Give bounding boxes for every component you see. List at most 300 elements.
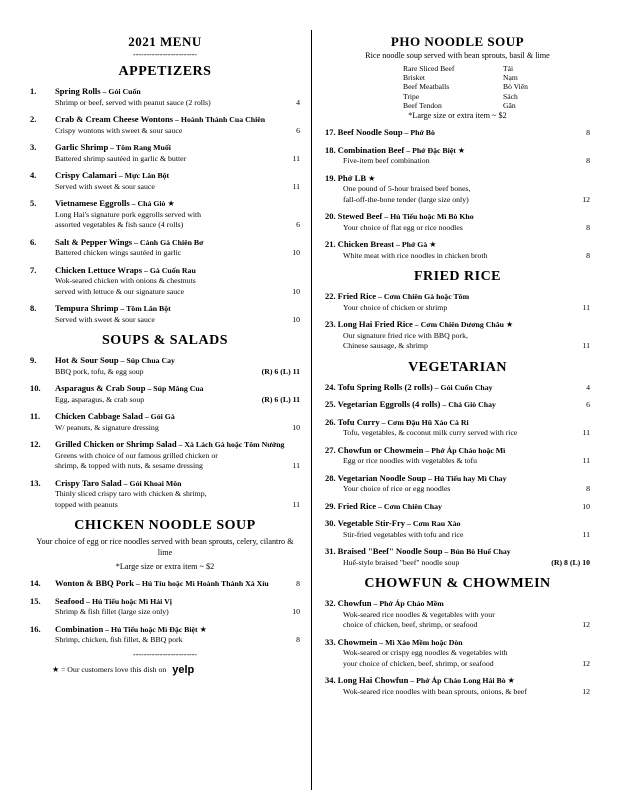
- item-description: Battered shrimp sautéed in garlic & butter: [55, 153, 187, 163]
- item-name: Salt & Pepper Wings: [55, 236, 133, 247]
- item-title-line: 20. Stewed Beef – Hủ Tiếu hoặc Mì Bò Kho: [325, 211, 474, 222]
- item-number: 31.: [325, 546, 336, 557]
- item-body: [55, 596, 300, 618]
- item-vietnamese-name: Gỏi Khoai Môn: [129, 478, 182, 488]
- item-description: Chinese sausage, & shrimp: [343, 341, 428, 351]
- item-vietnamese-name: Gỏi Gà: [150, 412, 175, 421]
- item-title-line: 26. Tofu Curry – Cơm Đậu Hũ Xào Cà Ri: [325, 416, 469, 427]
- menu-item: [325, 473, 590, 495]
- pho-option-vietnamese: Bò Viên: [503, 82, 528, 92]
- item-price: 10: [292, 607, 300, 616]
- item-name: Chowmein: [337, 636, 378, 647]
- item-description: fall-off-the-bone tender (large size only): [343, 194, 469, 204]
- item-name: Long Hai Fried Rice: [337, 319, 413, 330]
- menu-item: [325, 518, 590, 540]
- price-large: (L) 10: [569, 557, 590, 567]
- menu-item: [30, 383, 300, 405]
- pho-option-vietnamese: Sách: [503, 91, 518, 101]
- item-name: Wonton & BBQ Pork: [55, 578, 135, 588]
- item-title-line: 30. Vegetable Stir-Fry – Cơm Rau Xào: [325, 518, 461, 529]
- menu-item: [30, 142, 300, 164]
- pho-option-english: Beef Tendon: [403, 100, 442, 110]
- item-price: 10: [292, 248, 300, 257]
- star-icon: ★: [199, 624, 207, 634]
- item-vietnamese-name: Phở Bò: [410, 128, 435, 138]
- price-regular: (R) 6: [261, 394, 279, 404]
- item-name: Vietnamese Eggrolls: [55, 198, 130, 208]
- item-description: Wok-seared chicken with onions & chestnuts: [55, 276, 196, 285]
- chicken-noodle-list: [30, 578, 300, 646]
- section-heading-fried-rice: FRIED RICE: [413, 269, 502, 285]
- chowfun-list: [325, 598, 590, 697]
- pho-list: [325, 127, 590, 261]
- item-vietnamese-name: Cánh Gà Chiên Bơ: [139, 237, 204, 247]
- item-price: 10: [292, 422, 300, 432]
- item-number: 17.: [325, 127, 336, 138]
- item-title-line: 33. Chowmein – Mì Xào Mềm hoặc Dòn: [325, 636, 463, 647]
- menu-item: [325, 501, 590, 513]
- item-description: Your choice of flat egg or rice noodles: [343, 222, 463, 232]
- item-vietnamese-name: Gỏi Cuốn: [108, 87, 141, 96]
- menu-item: [30, 237, 300, 259]
- item-number: 24.: [325, 381, 336, 392]
- item-vietnamese-name: Phở Áp Chảo Long Hải Bò: [416, 676, 506, 686]
- item-vietnamese-name: Tôm Lăn Bột: [126, 304, 171, 313]
- pho-option-english: Tripe: [403, 91, 420, 101]
- item-description: White meat with rice noodles in chicken broth: [343, 250, 488, 260]
- item-name: Chowfun or Chowmein: [337, 444, 424, 455]
- menu-item: [325, 417, 590, 439]
- item-body: [325, 291, 590, 313]
- item-price: 10: [292, 286, 300, 296]
- item-description: Five-item beef combination: [343, 156, 430, 166]
- item-price: 4: [586, 382, 590, 392]
- section-heading-appetizers: APPETIZERS: [118, 64, 212, 79]
- item-description: Shrimp, chicken, fish fillet, & BBQ pork: [55, 635, 183, 644]
- item-title-line: 24. Tofu Spring Rolls (2 rolls) – Gỏi Cuốn Chay: [325, 381, 493, 392]
- item-vietnamese-name: Cơm Chiên Dương Châu: [420, 320, 504, 330]
- item-vietnamese-name: Cơm Chiên Chay: [383, 501, 442, 511]
- item-number: 12.: [30, 439, 41, 449]
- star-icon: ★: [506, 320, 514, 330]
- menu-item: [325, 211, 590, 233]
- item-name: Combination Beef: [337, 144, 405, 155]
- item-description: W/ peanuts, & signature dressing: [55, 422, 159, 432]
- section-heading-pho: PHO NOODLE SOUP: [390, 34, 525, 49]
- price-regular: (R) 8: [551, 557, 568, 567]
- soups-list: [30, 355, 300, 510]
- item-number: 20.: [325, 211, 336, 222]
- pho-option-english: Rare Sliced Beef: [403, 64, 455, 73]
- item-description: One pound of 5-hour braised beef bones,: [343, 184, 471, 194]
- item-price: 12: [582, 194, 590, 204]
- section-heading-chowfun: CHOWFUN & CHOWMEIN: [364, 576, 551, 592]
- item-description: Egg, asparagus, & crab soup: [55, 394, 145, 404]
- item-price: 8: [296, 579, 300, 588]
- item-title-line: Asparagus & Crab Soup – Súp Măng Cua: [55, 383, 204, 393]
- menu-item: [325, 382, 590, 394]
- item-body: [325, 239, 590, 261]
- menu-item: [30, 578, 300, 590]
- item-number: 25.: [325, 399, 336, 410]
- item-number: 6.: [30, 236, 37, 247]
- item-price: 11: [582, 456, 590, 466]
- item-price: 12: [582, 686, 590, 696]
- price-regular: (R) 6: [261, 366, 279, 376]
- item-price: 12: [582, 620, 590, 630]
- item-title-line: 32. Chowfun – Phở Áp Chảo Mềm: [325, 598, 444, 609]
- chicken-noodle-intro: Your choice of egg or rice noodles served with bean sprouts, celery, cilantro & lime: [36, 537, 294, 557]
- item-description: Served with sweet & sour sauce: [55, 181, 155, 191]
- item-description: Huế-style braised "beef" noodle soup: [343, 557, 460, 567]
- item-title-line: Combination – Hủ Tiếu hoặc Mì Đặc Biệt ★: [55, 623, 207, 634]
- item-description: Wok-seared rice noodles with bean sprouts, onions, & beef: [343, 686, 527, 696]
- item-title-line: Seafood – Hủ Tiếu hoặc Mì Hải Vị: [55, 595, 172, 606]
- item-name: Crispy Calamari: [55, 170, 117, 180]
- item-number: 29.: [325, 500, 336, 511]
- item-description: Crispy wontons with sweet & sour sauce: [55, 125, 183, 135]
- item-price: 11: [292, 461, 300, 470]
- menu-item: [30, 86, 300, 108]
- menu-item: [325, 546, 590, 568]
- item-body: [325, 518, 590, 540]
- yelp-logo: yelp: [172, 663, 195, 676]
- item-vietnamese-name: Súp Chua Cay: [126, 356, 175, 365]
- menu-title: 2021 MENU: [128, 34, 202, 49]
- item-vietnamese-name: Mì Xào Mềm hoặc Dòn: [385, 637, 463, 647]
- item-body: [55, 439, 300, 472]
- item-number: 1.: [30, 86, 37, 96]
- item-name: Phở LB: [337, 172, 367, 183]
- star-icon: ★: [507, 676, 515, 686]
- item-description: Shrimp & fish fillet (large size only): [55, 607, 169, 616]
- item-title-line: [325, 173, 590, 185]
- star-icon: ★: [429, 240, 437, 250]
- item-body: [55, 624, 300, 646]
- item-name: Vegetarian Eggrolls (4 rolls): [337, 399, 441, 410]
- item-number: 16.: [30, 623, 41, 634]
- item-vietnamese-name: Chả Giò Chay: [448, 400, 496, 410]
- item-price: 6: [586, 400, 590, 410]
- item-body: [325, 173, 590, 206]
- menu-item: [325, 319, 590, 352]
- item-name: Beef Noodle Soup: [337, 127, 403, 138]
- menu-item: [30, 114, 300, 136]
- item-title-line: 25. Vegetarian Eggrolls (4 rolls) – Chả Giò Chay: [325, 399, 496, 410]
- item-price-sizes: [551, 558, 590, 569]
- item-title-line: Chicken Cabbage Salad – Gỏi Gà: [55, 411, 175, 421]
- item-number: 7.: [30, 264, 37, 275]
- footer-divider: ------------------------: [133, 649, 197, 659]
- item-vietnamese-name: Mực Lăn Bột: [124, 171, 170, 180]
- item-name: Chicken Breast: [337, 239, 395, 250]
- item-vietnamese-name: Cơm Đậu Hũ Xào Cà Ri: [387, 417, 469, 427]
- item-number: 15.: [30, 595, 41, 606]
- price-large: (L) 11: [280, 394, 300, 404]
- section-heading-vegetarian: VEGETARIAN: [408, 359, 507, 375]
- item-name: Crab & Cream Cheese Wontons: [55, 114, 174, 124]
- item-number: 18.: [325, 144, 336, 155]
- pho-option-vietnamese: Gân: [503, 100, 516, 110]
- item-body: [325, 598, 590, 631]
- item-vietnamese-name: Gà Cuốn Rau: [149, 265, 196, 275]
- item-vietnamese-name: Phở Gà: [401, 240, 428, 250]
- item-description: Your choice of rice or egg noodles: [343, 484, 451, 494]
- item-number: 11.: [30, 411, 41, 421]
- star-icon: ★: [368, 173, 376, 183]
- item-body: [55, 578, 300, 590]
- item-title-line: Vietnamese Eggrolls – Chả Giò ★: [55, 198, 175, 208]
- item-vietnamese-name: Phở Áp Chảo hoặc Mì: [431, 445, 506, 455]
- item-price: 6: [296, 125, 300, 135]
- item-description: Wok-seared rice noodles & vegetables with your: [343, 609, 495, 619]
- menu-item: [325, 637, 590, 670]
- item-description: Battered chicken wings sautéed in garlic: [55, 248, 182, 257]
- item-description: Stir-fried vegetables with tofu and rice: [343, 529, 464, 539]
- item-body: [55, 265, 300, 298]
- item-number: 19.: [325, 172, 336, 183]
- menu-item: [325, 145, 590, 167]
- item-body: [55, 86, 300, 108]
- item-name: Chicken Lettuce Wraps: [55, 264, 143, 275]
- item-number: 21.: [325, 239, 336, 250]
- item-price: 11: [582, 428, 590, 438]
- menu-item: [325, 675, 590, 697]
- item-price: 6: [296, 220, 300, 229]
- item-vietnamese-name: Súp Măng Cua: [153, 384, 204, 393]
- chicken-noodle-note: *Large size or extra item ~ $2: [115, 562, 215, 571]
- item-name: Spring Rolls: [55, 86, 101, 96]
- item-body: [325, 637, 590, 670]
- item-body: [325, 127, 590, 139]
- item-price: 8: [586, 156, 590, 166]
- item-name: Hot & Sour Soup: [55, 355, 119, 365]
- item-name: Vegetarian Noodle Soup: [337, 472, 427, 483]
- item-title-line: Tempura Shrimp – Tôm Lăn Bột: [55, 303, 171, 313]
- item-vietnamese-name: Hủ Tiếu hay Mì Chay: [433, 473, 507, 483]
- item-price: 11: [292, 181, 300, 191]
- item-name: Garlic Shrimp: [55, 142, 109, 152]
- item-vietnamese-name: Phở Áp Chảo Mềm: [379, 599, 444, 609]
- menu-item: [325, 239, 590, 261]
- menu-item: [325, 291, 590, 313]
- item-title-line: 21. Chicken Breast – Phở Gà ★: [325, 239, 437, 250]
- item-title-line: 27. Chowfun or Chowmein – Phở Áp Chảo hoặc Mì: [325, 444, 506, 455]
- item-title-line: Crispy Taro Salad – Gỏi Khoai Môn: [55, 477, 182, 488]
- item-number: 28.: [325, 472, 336, 483]
- item-number: 2.: [30, 114, 37, 124]
- item-body: [325, 382, 590, 394]
- item-body: [325, 501, 590, 513]
- menu-item: [30, 265, 300, 298]
- item-vietnamese-name: Xà Lách Gà hoặc Tôm Nướng: [184, 440, 285, 449]
- item-vietnamese-name: Gỏi Cuốn Chay: [440, 382, 493, 392]
- item-price: 10: [582, 501, 590, 511]
- menu-item: [30, 170, 300, 192]
- item-name: Fried Rice: [337, 500, 377, 511]
- menu-item: [30, 411, 300, 433]
- item-vietnamese-name: Hủ Tiếu hoặc Mì Đặc Biệt: [111, 624, 198, 634]
- item-description: Shrimp or beef, served with peanut sauce (2 rolls): [55, 97, 211, 107]
- item-description: your choice of chicken, beef, shrimp, or seafood: [343, 658, 494, 668]
- item-body: [325, 417, 590, 439]
- item-description: topped with peanuts: [55, 499, 118, 509]
- star-icon: ★: [457, 145, 466, 155]
- item-number: 30.: [325, 518, 336, 529]
- item-price-sizes: [262, 395, 300, 406]
- pho-option-english: Brisket: [403, 73, 425, 83]
- item-title-line: 17. Beef Noodle Soup – Phở Bò: [325, 127, 435, 138]
- item-title-line: 31. Braised "Beef" Noodle Soup – Bún Bò Huế Chay: [325, 546, 511, 557]
- item-body: [325, 675, 590, 697]
- item-number: 9.: [30, 355, 37, 365]
- item-description: Thinly sliced crispy taro with chicken & shrimp,: [55, 489, 207, 498]
- item-title-line: 18. Combination Beef – Phở Đặc Biệt ★: [325, 144, 466, 155]
- item-name: Asparagus & Crab Soup: [55, 383, 146, 393]
- item-body: [55, 237, 300, 259]
- item-description: Greens with choice of our famous grilled chicken or: [55, 450, 218, 460]
- item-price: 11: [292, 499, 300, 509]
- item-body: [55, 478, 300, 511]
- item-number: 5.: [30, 198, 37, 208]
- item-vietnamese-name: Cơm Rau Xào: [412, 519, 461, 529]
- item-description: Long Hai's signature pork eggrolls served with: [55, 209, 202, 219]
- footer-text: ★ = Our customers love this dish on: [52, 665, 167, 674]
- item-vietnamese-name: Hoành Thánh Cua Chiên: [180, 115, 266, 124]
- menu-item: [30, 624, 300, 646]
- item-title-line: 28. Vegetarian Noodle Soup – Hủ Tiếu hay Mì Chay: [325, 472, 507, 483]
- menu-item: [325, 399, 590, 411]
- item-description: Egg or rice noodles with vegetables & tofu: [343, 456, 478, 466]
- item-price: 11: [582, 529, 590, 539]
- pho-option-english: Beef Meatballs: [403, 82, 450, 92]
- item-body: [325, 211, 590, 233]
- menu-item: [325, 173, 590, 206]
- item-description: Your choice of chicken or shrimp: [343, 302, 448, 312]
- item-number: 33.: [325, 636, 336, 647]
- item-title-line: Crab & Cream Cheese Wontons – Hoành Thánh Cua Chiên: [55, 114, 266, 124]
- item-title-line: 22. Fried Rice – Cơm Chiên Gà hoặc Tôm: [325, 291, 470, 302]
- item-price: 11: [582, 302, 590, 312]
- fried-rice-list: [325, 291, 590, 352]
- item-name: Fried Rice: [337, 291, 377, 302]
- item-number: 13.: [30, 477, 41, 488]
- menu-item: [30, 198, 300, 231]
- item-name: Long Hai Chowfun: [337, 675, 409, 686]
- item-name: Tempura Shrimp: [55, 303, 119, 313]
- item-vietnamese-name: Hủ Tiếu hoặc Mì Bò Kho: [390, 212, 474, 222]
- item-title-line: Crispy Calamari – Mực Lăn Bột: [55, 170, 170, 180]
- item-description: Wok-seared or crispy egg noodles & vegetables with: [343, 648, 508, 658]
- appetizers-list: [30, 86, 300, 325]
- item-description: choice of chicken, beef, shrimp, or seafood: [343, 620, 478, 630]
- item-number: 32.: [325, 598, 336, 609]
- vegetarian-list: [325, 382, 590, 569]
- item-price: 8: [586, 250, 590, 260]
- item-name: Chowfun: [337, 598, 372, 609]
- pho-note: *Large size or extra item ~ $2: [408, 111, 507, 121]
- item-vietnamese-name: Phở Đặc Biệt: [412, 145, 456, 155]
- item-price: 8: [296, 635, 300, 644]
- item-price: 4: [296, 97, 300, 107]
- section-heading-chicken-noodle: CHICKEN NOODLE SOUP: [74, 518, 256, 533]
- item-title-line: 29. Fried Rice – Cơm Chiên Chay: [325, 500, 442, 511]
- item-body: [55, 170, 300, 192]
- section-heading-soups: SOUPS & SALADS: [101, 333, 229, 348]
- menu-item: [30, 439, 300, 472]
- pho-options: [403, 64, 590, 110]
- item-number: 4.: [30, 170, 37, 180]
- item-name: Vegetable Stir-Fry: [337, 518, 406, 529]
- item-body: [325, 399, 590, 411]
- item-title-line: Grilled Chicken or Shrimp Salad – Xà Lách Gà hoặc Tôm Nướng: [55, 439, 285, 449]
- menu-item: [30, 303, 300, 325]
- item-vietnamese-name: Hủ Tiếu hoặc Mì Hải Vị: [91, 596, 172, 606]
- price-large: (L) 11: [280, 366, 300, 376]
- item-name: Seafood: [55, 595, 85, 606]
- left-column: [30, 34, 300, 676]
- item-price: 8: [586, 128, 590, 138]
- item-name: Crispy Taro Salad: [55, 477, 122, 488]
- pho-intro: Rice noodle soup served with bean sprouts, basil & lime: [365, 51, 550, 60]
- item-vietnamese-name: Chả Giò: [137, 199, 166, 208]
- item-description: served with lettuce & our signature sauce: [55, 286, 185, 296]
- item-name: Stewed Beef: [337, 211, 383, 222]
- item-description: Served with sweet & sour sauce: [55, 314, 155, 324]
- item-number: 34.: [325, 675, 336, 686]
- item-description: assorted vegetables & fish sauce (4 rolls): [55, 220, 184, 229]
- item-name: Grilled Chicken or Shrimp Salad: [55, 439, 177, 449]
- menu-item: [325, 598, 590, 631]
- item-vietnamese-name: Cơm Chiên Gà hoặc Tôm: [383, 292, 470, 302]
- item-description: Our signature fried rice with BBQ pork,: [343, 330, 468, 340]
- item-number: 3.: [30, 142, 37, 152]
- item-vietnamese-name: Hủ Tíu hoặc Mì Hoành Thánh Xá Xíu: [141, 579, 269, 588]
- item-body: [325, 319, 590, 352]
- item-price: 8: [586, 484, 590, 494]
- item-name: Braised "Beef" Noodle Soup: [337, 546, 443, 557]
- item-title-line: Hot & Sour Soup – Súp Chua Cay: [55, 355, 175, 365]
- item-body: [55, 198, 300, 231]
- menu-item: [325, 127, 590, 139]
- item-title-line: Spring Rolls – Gỏi Cuốn: [55, 86, 141, 96]
- item-description: BBQ pork, tofu, & egg soup: [55, 366, 144, 376]
- menu-item: [30, 355, 300, 377]
- item-body: [55, 142, 300, 164]
- item-name: Tofu Curry: [337, 416, 380, 427]
- item-number: 27.: [325, 444, 336, 455]
- item-number: 23.: [325, 319, 336, 330]
- item-title-line: Chicken Lettuce Wraps – Gà Cuốn Rau: [55, 264, 196, 275]
- item-title-line: Wonton & BBQ Pork – Hủ Tíu hoặc Mì Hoành Thánh Xá Xíu: [55, 578, 269, 588]
- star-icon: ★: [167, 199, 175, 208]
- right-column: [325, 34, 590, 697]
- item-price: 12: [582, 658, 590, 668]
- item-name: Combination: [55, 623, 104, 634]
- item-body: [55, 114, 300, 136]
- item-body: [55, 411, 300, 433]
- item-name: Tofu Spring Rolls (2 rolls): [337, 381, 433, 392]
- item-number: 26.: [325, 416, 336, 427]
- item-name: Chicken Cabbage Salad: [55, 411, 143, 421]
- item-price: 10: [292, 314, 300, 324]
- item-price: 11: [292, 153, 300, 163]
- item-title-line: 34. Long Hai Chowfun – Phở Áp Chảo Long Hải Bò ★: [325, 675, 515, 686]
- menu-item: [325, 445, 590, 467]
- item-title-line: Salt & Pepper Wings – Cánh Gà Chiên Bơ: [55, 236, 204, 247]
- pho-option-vietnamese: Nạm: [503, 73, 518, 83]
- item-description: Tofu, vegetables, & coconut milk curry served with rice: [343, 428, 518, 438]
